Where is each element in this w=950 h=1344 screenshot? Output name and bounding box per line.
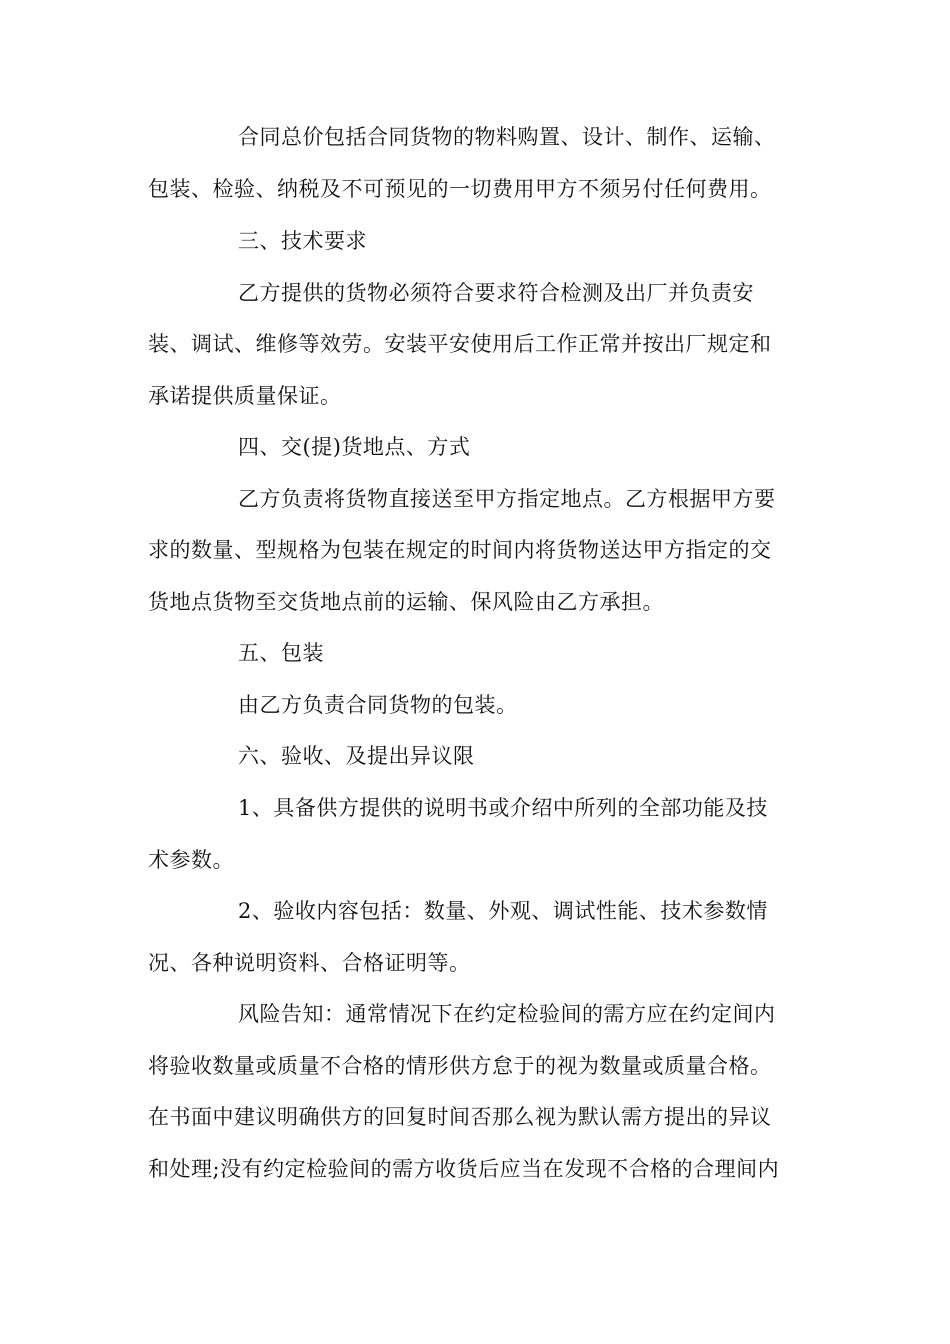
paragraph-line: 合同总价包括合同货物的物料购置、设计、制作、运输、 [238,125,776,149]
section-heading: 三、技术要求 [238,229,367,253]
paragraph-line: 术参数。 [148,848,234,872]
paragraph-line: 在书面中建议明确供方的回复时间否那么视为默认需方提出的异议 [148,1105,772,1129]
paragraph-line: 货地点货物至交货地点前的运输、保风险由乙方承担。 [148,590,664,614]
paragraph-line: 和处理;没有约定检验间的需方收货后应当在发现不合格的合理间内 [148,1157,780,1181]
section-heading: 四、交(提)货地点、方式 [238,435,471,459]
paragraph-line: 风险告知：通常情况下在约定检验间的需方应在约定间内 [238,1002,776,1026]
paragraph-line: 包装、检验、纳税及不可预见的一切费用甲方不须另付任何费用。 [148,177,772,201]
section-heading: 六、验收、及提出异议限 [238,744,475,768]
paragraph-line: 况、各种说明资料、合格证明等。 [148,951,471,975]
paragraph-line: 乙方提供的货物必须符合要求符合检测及出厂并负责安 [238,281,754,305]
paragraph-line: 装、调试、维修等效劳。安装平安使用后工作正常并按出厂规定和 [148,332,772,356]
paragraph-line: 承诺提供质量保证。 [148,384,342,408]
section-heading: 五、包装 [238,641,324,665]
list-item: 2、验收内容包括：数量、外观、调试性能、技术参数情 [238,899,768,923]
list-item: 1、具备供方提供的说明书或介绍中所列的全部功能及技 [238,796,768,820]
paragraph-line: 求的数量、型规格为包装在规定的时间内将货物送达甲方指定的交 [148,538,772,562]
paragraph-line: 由乙方负责合同货物的包装。 [238,693,518,717]
paragraph-line: 将验收数量或质量不合格的情形供方怠于的视为数量或质量合格。 [148,1054,772,1078]
paragraph-line: 乙方负责将货物直接送至甲方指定地点。乙方根据甲方要 [238,487,776,511]
